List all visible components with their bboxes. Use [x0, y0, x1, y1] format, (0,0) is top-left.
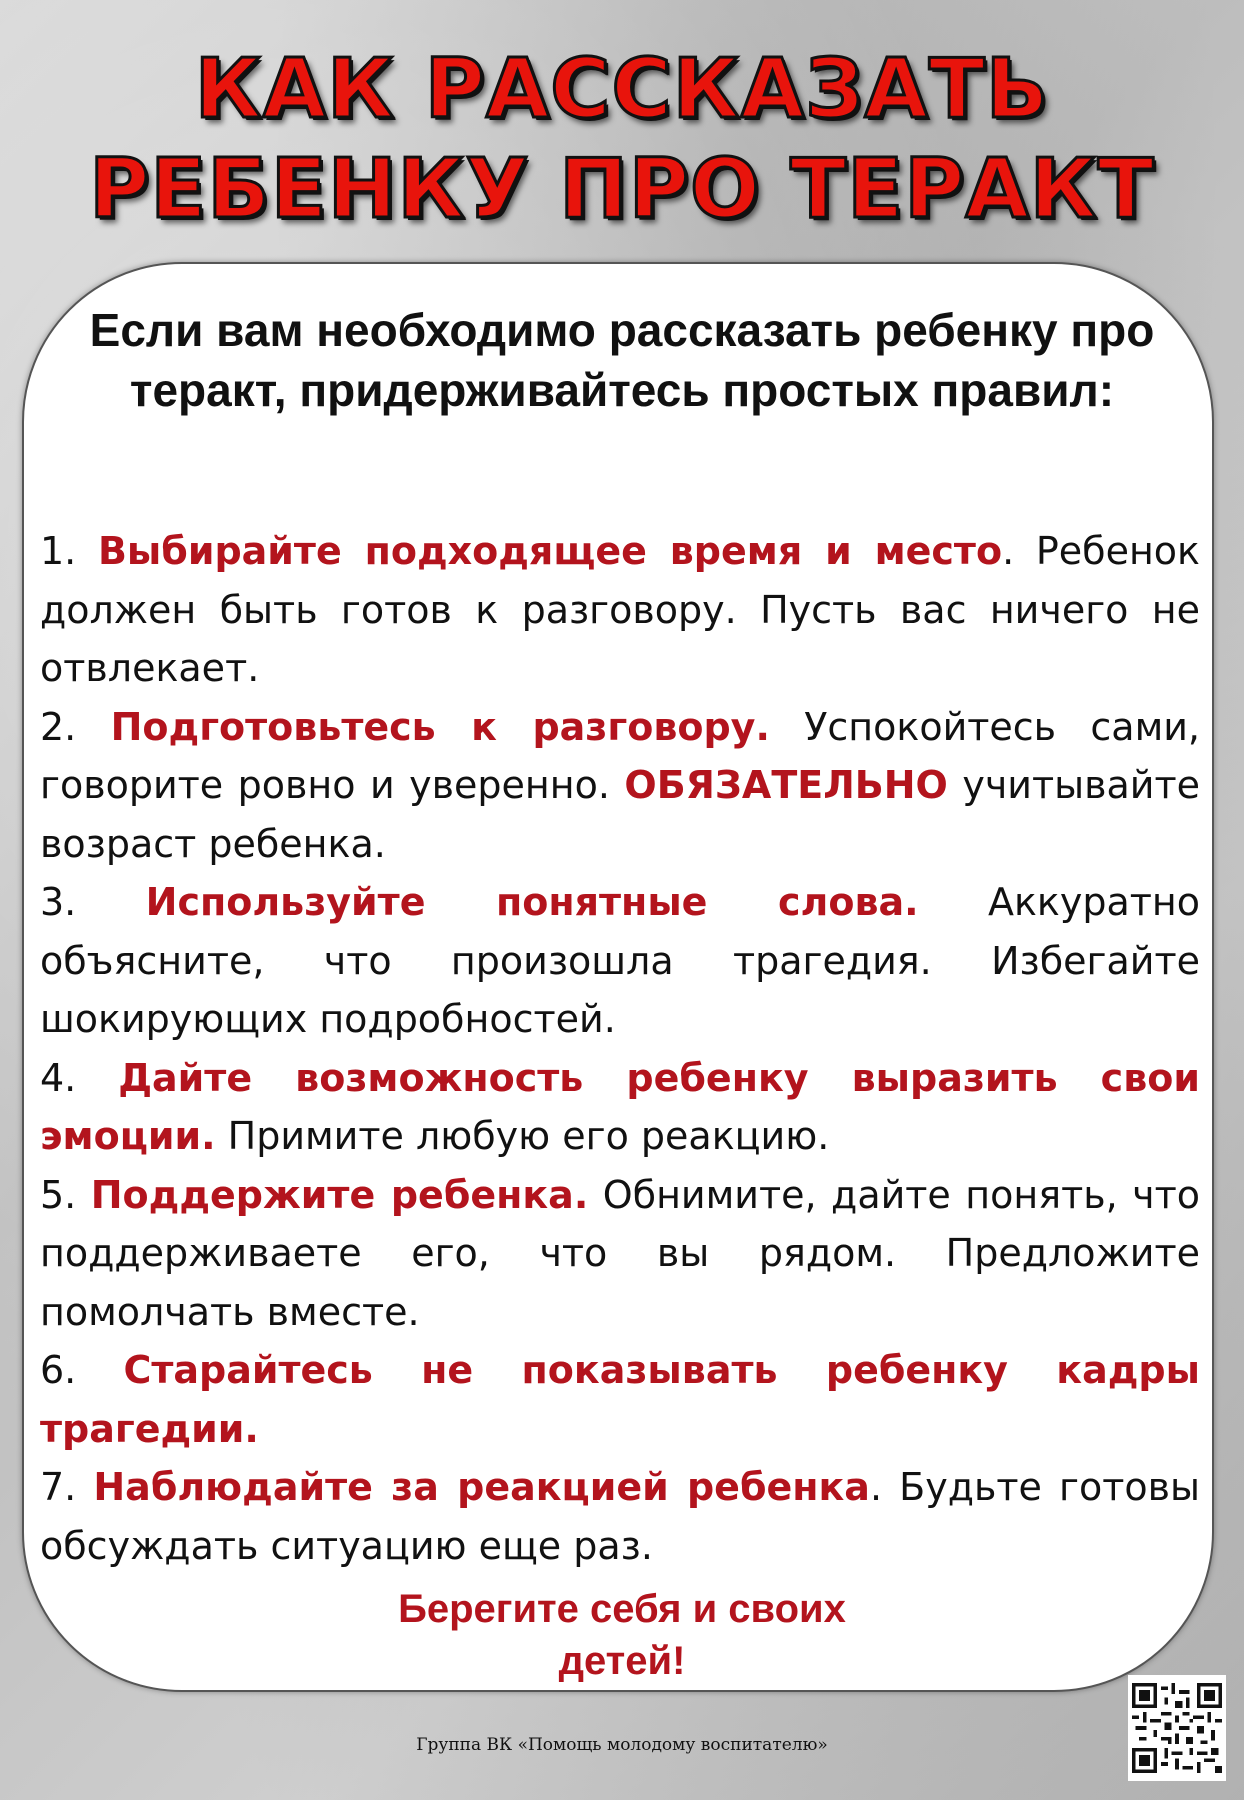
rule-highlight: Подготовьтесь к разговору. — [110, 704, 770, 749]
rule-item — [40, 873, 1200, 1049]
rules-list — [40, 522, 1200, 1575]
rule-highlight: Выбирайте подходящее время и место — [97, 529, 1003, 573]
rule-text: Успокойтесь сами, говорите ровно и уверенно. — [40, 704, 1201, 807]
rule-number: 3. — [40, 880, 146, 924]
rule-text: Аккуратно объясните, что произошла трагедия. Избегайте шокирующих подробностей. — [40, 880, 1200, 1041]
rule-highlight: Старайтесь не показывать ребенку кадры трагедии. — [40, 1348, 1200, 1451]
rule-number: 6. — [40, 1348, 124, 1392]
rule-highlight: ОБЯЗАТЕЛЬНО — [624, 763, 948, 807]
rule-item — [40, 1341, 1200, 1458]
rule-number: 7. — [40, 1465, 94, 1509]
rule-highlight: Поддержите ребенка. — [90, 1172, 589, 1217]
closing-line-2: детей! — [558, 1639, 686, 1683]
poster-title-line-2: РЕБЕНКУ ПРО ТЕРАКТ — [89, 142, 1155, 237]
rule-item — [40, 522, 1200, 698]
rule-number: 5. — [40, 1172, 91, 1217]
rule-highlight: Используйте понятные слова. — [145, 880, 919, 924]
closing-message — [300, 1583, 944, 1687]
poster-title — [0, 40, 1244, 240]
rule-highlight: Наблюдайте за реакцией ребенка — [93, 1465, 870, 1509]
rule-text: Примите любую его реакцию. — [215, 1114, 830, 1158]
poster-title-line-1: КАК РАССКАЗАТЬ — [194, 42, 1050, 137]
rule-item — [40, 1458, 1200, 1575]
qr-code-icon — [1128, 1675, 1226, 1781]
rule-number: 1. — [40, 529, 98, 573]
rule-highlight: Дайте возможность ребенку выразить свои эмоции. — [40, 1055, 1200, 1158]
rule-text: . Ребенок должен быть готов к разговору. Пусть вас ничего не отвлекает. — [40, 529, 1201, 690]
rule-item — [40, 1166, 1200, 1342]
rule-text: Обнимите, дайте понять, что поддерживаете его, что вы рядом. Предложите помолчать вместе. — [40, 1172, 1200, 1334]
rule-text: . Будьте готовы обсуждать ситуацию еще раз. — [40, 1465, 1200, 1568]
intro-heading: Если вам необходимо рассказать ребенку про теракт, придерживайтесь простых правил: — [89, 304, 1155, 416]
closing-line-1: Берегите себя и своих — [398, 1587, 846, 1631]
rule-item — [40, 1049, 1200, 1166]
rule-number: 2. — [40, 704, 111, 749]
rule-item — [40, 698, 1200, 874]
rule-text: учитывайте возраст ребенка. — [40, 763, 1200, 866]
rule-number: 4. — [40, 1055, 119, 1100]
footer-credit: Группа ВК «Помощь молодому воспитателю» — [416, 1735, 828, 1755]
